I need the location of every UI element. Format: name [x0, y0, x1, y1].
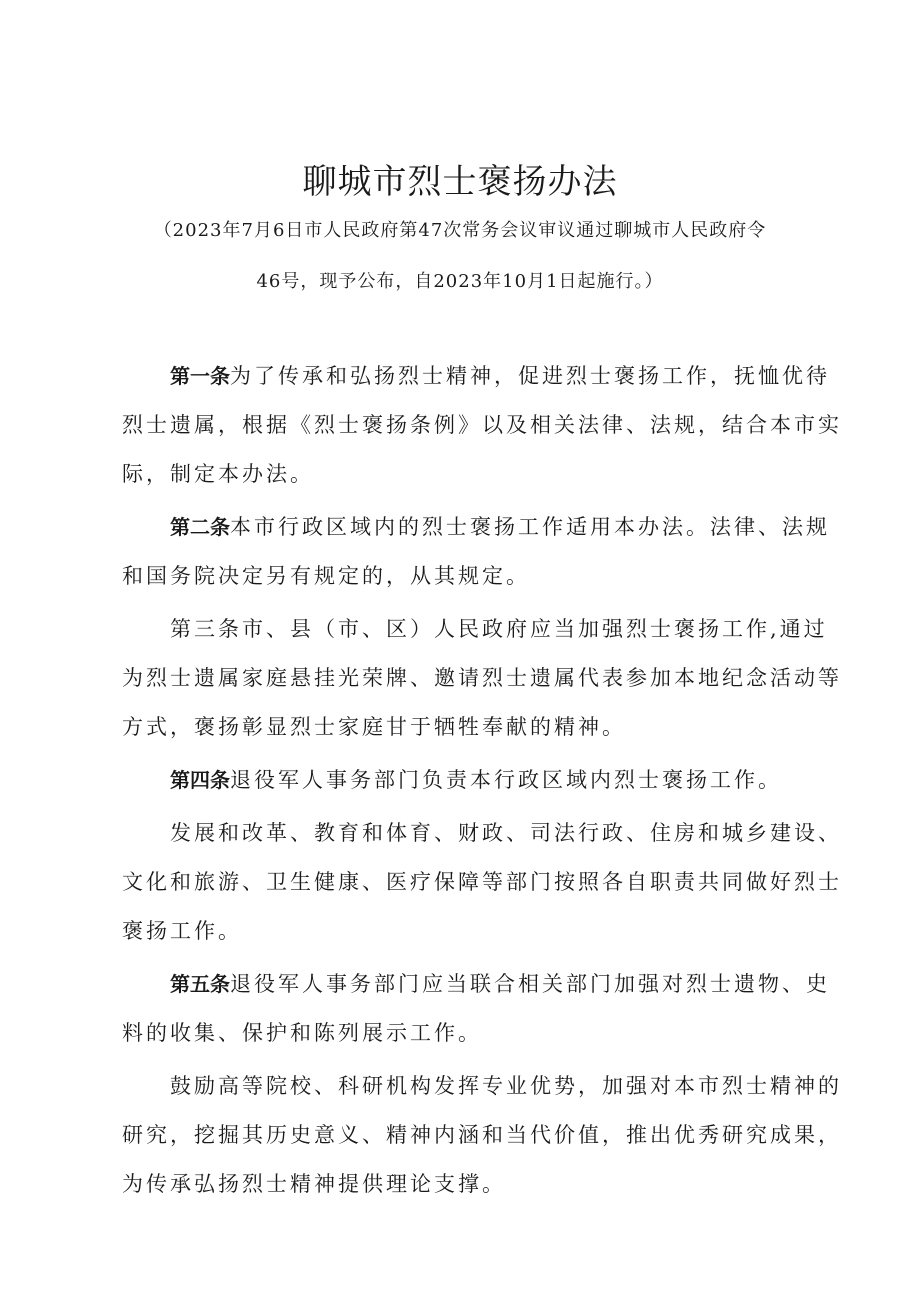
article-5-paragraph-2 — [122, 1062, 842, 1209]
article-2-label: 第二条 — [170, 515, 230, 539]
paragraph-line — [122, 352, 830, 401]
paragraph-line: 第三条市、县（市、区）人民政府应当加强烈士褒扬工作,通过 — [170, 617, 828, 641]
document-title: 聊城市烈士褒扬办法 — [302, 162, 618, 202]
paragraph-line: 鼓励高等院校、科研机构发挥专业优势，加强对本市烈士精神的 — [170, 1074, 842, 1098]
paragraph-text: 退役军人事务部门负责本行政区域内烈士褒扬工作。 — [230, 768, 782, 792]
paragraph-line: 研究，挖掘其历史意义、精神内涵和当代价值，推出优秀研究成果， — [122, 1123, 842, 1147]
article-4-label: 第四条 — [170, 768, 230, 792]
paragraph-line: 褒扬工作。 — [122, 919, 242, 943]
document-body — [122, 352, 842, 1213]
article-2-paragraph — [122, 503, 830, 601]
paragraph-line: 发展和改革、教育和体育、财政、司法行政、住房和城乡建设、 — [170, 821, 842, 845]
paragraph-text: 为了传承和弘扬烈士精神，促进烈士褒扬工作，抚恤优待 — [230, 364, 830, 388]
article-1-label: 第一条 — [170, 364, 230, 388]
paragraph-line — [122, 503, 830, 552]
article-5-label: 第五条 — [170, 972, 230, 996]
paragraph-text: 退役军人事务部门应当联合相关部门加强对烈士遗物、史 — [230, 972, 830, 996]
paragraph-line — [122, 960, 830, 1009]
article-4-paragraph-2 — [122, 809, 842, 956]
paragraph-line: 文化和旅游、卫生健康、医疗保障等部门按照各自职责共同做好烈士 — [122, 870, 842, 894]
paragraph-line: 料的收集、保护和陈列展示工作。 — [122, 1021, 482, 1045]
article-5-paragraph — [122, 960, 830, 1058]
article-3-paragraph — [122, 605, 842, 752]
paragraph-line: 为传承弘扬烈士精神提供理论支撑。 — [122, 1172, 506, 1196]
paragraph-text: 本市行政区域内的烈士褒扬工作适用本办法。法律、法规 — [230, 515, 830, 539]
paragraph-line — [122, 756, 812, 805]
article-4-paragraph — [122, 756, 812, 805]
article-1-paragraph — [122, 352, 842, 499]
paragraph-line: 际，制定本办法。 — [122, 462, 314, 486]
paragraph-line: 为烈士遗属家庭悬挂光荣牌、邀请烈士遗属代表参加本地纪念活动等 — [122, 666, 842, 690]
paragraph-line: 方式，褒扬彰显烈士家庭甘于牺牲奉献的精神。 — [122, 715, 626, 739]
document-subtitle-line-2: 46号，现予公布，自2023年10月1日起施行。） — [256, 271, 664, 292]
paragraph-line: 和国务院决定另有规定的，从其规定。 — [122, 564, 530, 588]
document-subtitle-line-1: （2023年7月6日市人民政府第47次常务会议审议通过聊城市人民政府令 — [153, 220, 767, 241]
paragraph-line: 烈士遗属，根据《烈士褒扬条例》以及相关法律、法规，结合本市实 — [122, 413, 842, 437]
